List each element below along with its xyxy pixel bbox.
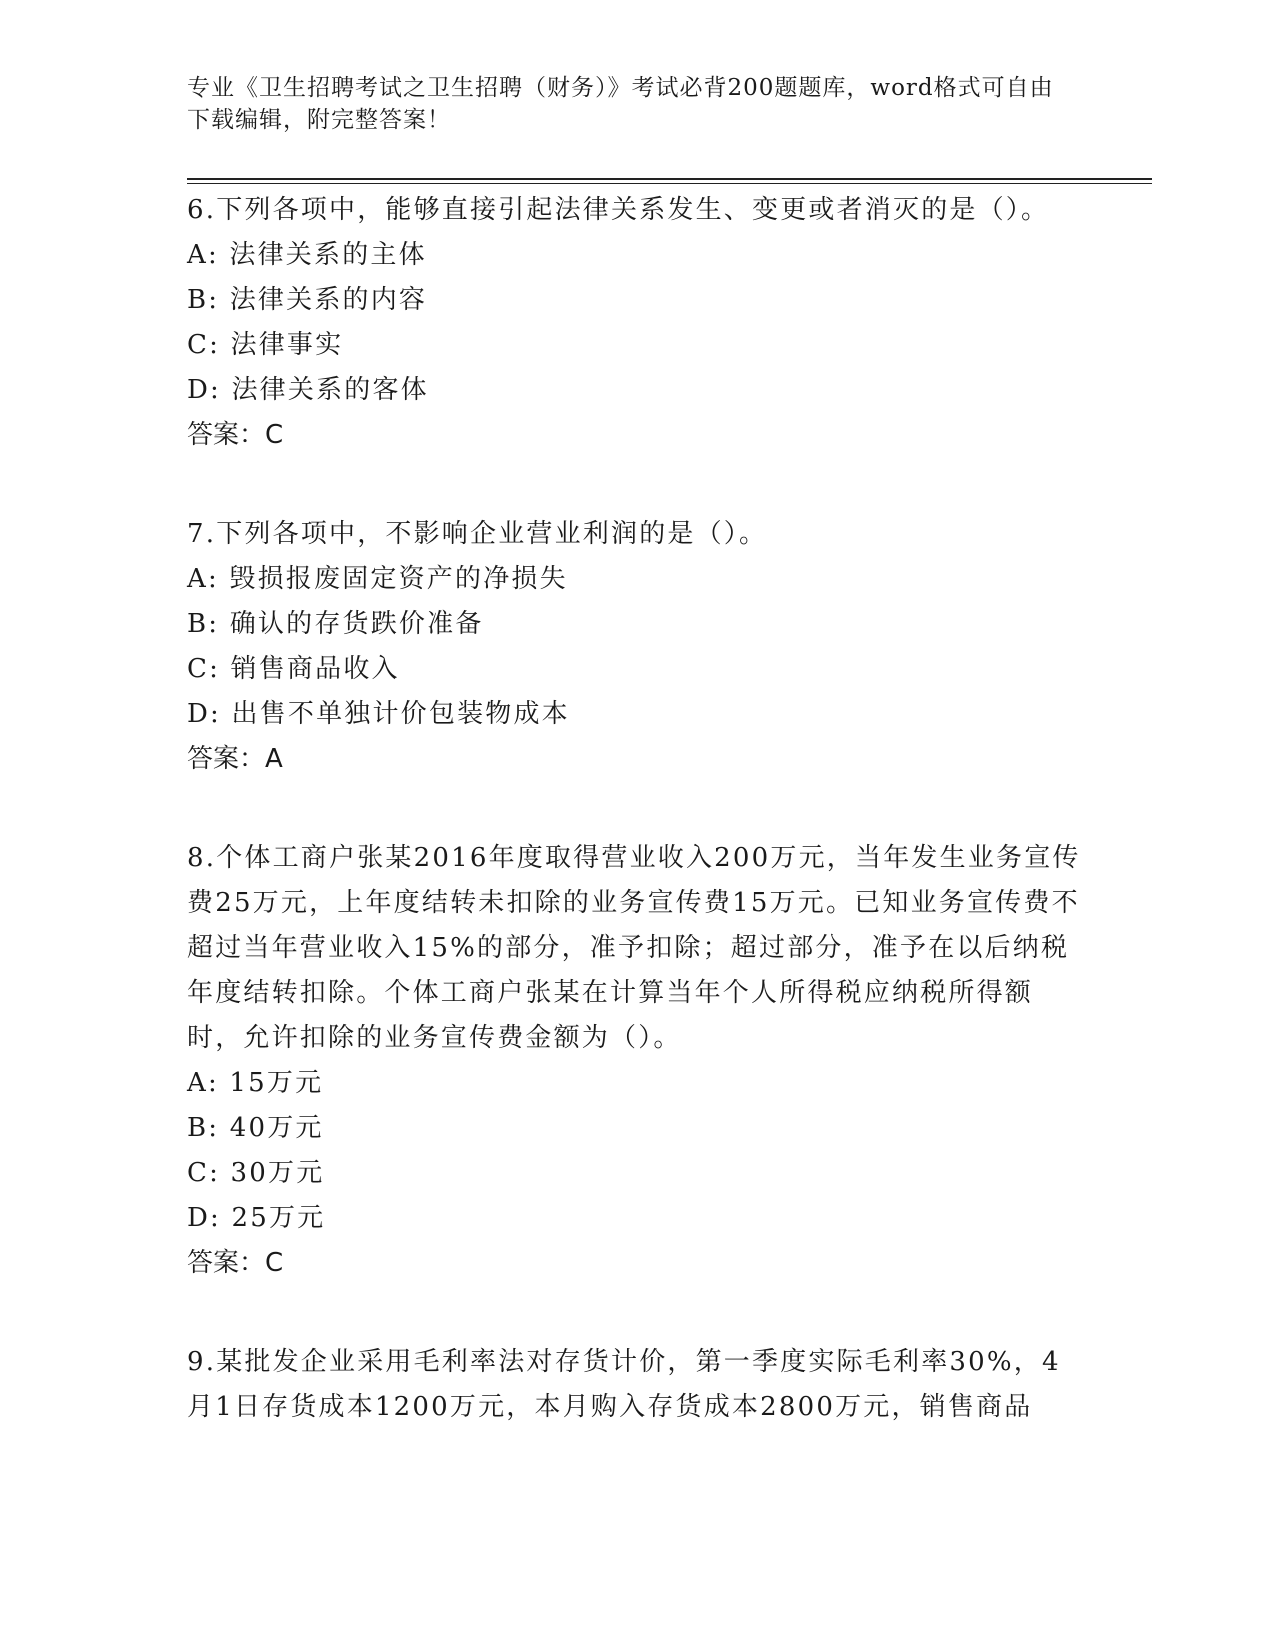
- header-divider-thin: [187, 183, 1152, 184]
- question-stem: 9.某批发企业采用毛利率法对存货计价，第一季度实际毛利率30%，4月1日存货成本1200万元，本月购入存货成本2800万元，销售商品: [187, 1347, 1061, 1422]
- option-b: B: 确认的存货跌价准备: [187, 609, 484, 639]
- option-a: A: 法律关系的主体: [187, 240, 427, 270]
- question-stem: 6.下列各项中，能够直接引起法律关系发生、变更或者消灭的是（）。: [187, 195, 1050, 225]
- header-divider-thick: [187, 178, 1152, 180]
- option-b: B: 法律关系的内容: [187, 285, 428, 315]
- question-stem: 8.个体工商户张某2016年度取得营业收入200万元，当年发生业务宣传费25万元，上年度结转未扣除的业务宣传费15万元。已知业务宣传费不超过当年营业收入15%的部分，准予扣除；超过部分，准予在以后纳税年度结转扣除。个体工商户张某在计算当年个人所得税应纳税所得额时，允许扣除的业务宣传费金额为（）。: [187, 843, 1081, 1053]
- question-9: [187, 1340, 1087, 1430]
- document-header: 专业《卫生招聘考试之卫生招聘（财务）》考试必背200题题库，word格式可自由下载编辑，附完整答案！: [187, 75, 1054, 133]
- question-8: [187, 836, 1087, 1286]
- option-d: D: 出售不单独计价包装物成本: [187, 699, 570, 729]
- answer-line: 答案：A: [187, 744, 283, 774]
- option-c: C: 销售商品收入: [187, 654, 400, 684]
- option-d: D: 25万元: [187, 1203, 326, 1233]
- question-6: [187, 188, 1087, 458]
- option-c: C: 法律事实: [187, 330, 344, 360]
- option-c: C: 30万元: [187, 1158, 325, 1188]
- option-d: D: 法律关系的客体: [187, 375, 429, 405]
- answer-line: 答案：C: [187, 420, 284, 450]
- question-stem: 7.下列各项中，不影响企业营业利润的是（）。: [187, 519, 768, 549]
- option-b: B: 40万元: [187, 1113, 324, 1143]
- option-a: A: 毁损报废固定资产的净损失: [187, 564, 568, 594]
- question-list: [187, 188, 1087, 1484]
- question-7: [187, 512, 1087, 782]
- option-a: A: 15万元: [187, 1068, 324, 1098]
- answer-line: 答案：C: [187, 1248, 284, 1278]
